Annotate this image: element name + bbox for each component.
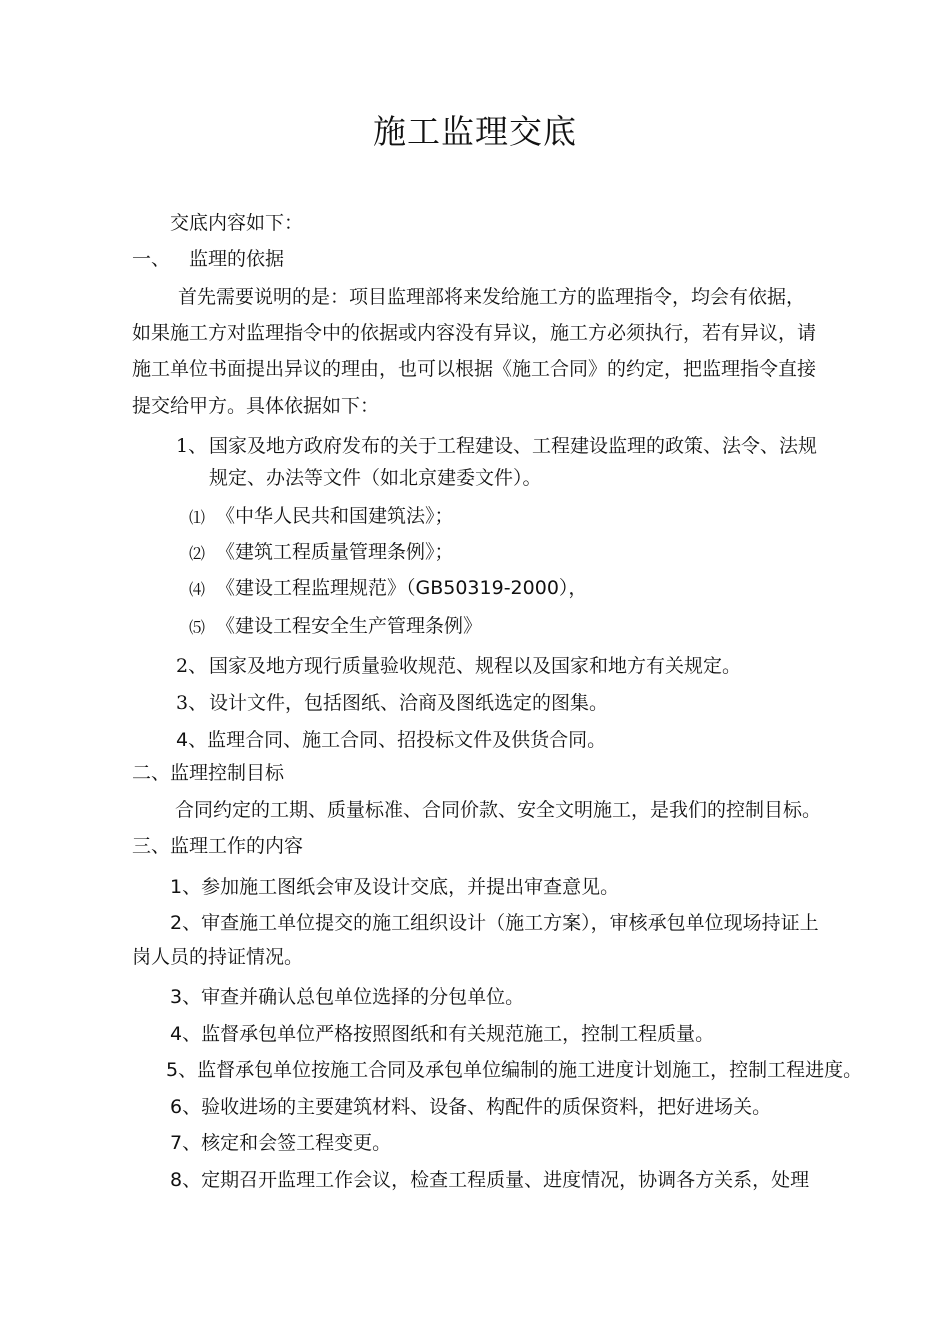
section3-item: 5、监督承包单位按施工合同及承包单位编制的施工进度计划施工，控制工程进度。	[166, 1059, 863, 1081]
section3-item: 4、监督承包单位严格按照图纸和有关规范施工，控制工程质量。	[170, 1023, 715, 1045]
document-title: 施工监理交底	[373, 112, 577, 151]
item1-marker: 1、	[176, 435, 208, 457]
section3-item: 7、核定和会签工程变更。	[170, 1132, 392, 1154]
section1-para-line: 施工单位书面提出异议的理由，也可以根据《施工合同》的约定，把监理指令直接	[132, 358, 817, 380]
section1-para-line: 如果施工方对监理指令中的依据或内容没有异议，施工方必须执行，若有异议，请	[132, 322, 817, 344]
section1-heading: 监理的依据	[189, 248, 285, 270]
subitem-marker: ⑷	[189, 580, 206, 599]
subitem-marker: ⑸	[189, 618, 206, 637]
section3-item: 8、定期召开监理工作会议，检查工程质量、进度情况，协调各方关系，处理	[170, 1169, 810, 1191]
section3-item: 1、参加施工图纸会审及设计交底，并提出审查意见。	[170, 876, 620, 898]
section1-para-line: 首先需要说明的是：项目监理部将来发给施工方的监理指令，均会有依据，	[178, 286, 806, 308]
section2-para: 合同约定的工期、质量标准、合同价款、安全文明施工，是我们的控制目标。	[175, 799, 822, 821]
intro-line: 交底内容如下：	[170, 212, 304, 234]
subitem-text: 《建筑工程质量管理条例》；	[216, 541, 454, 563]
item1-line1: 国家及地方政府发布的关于工程建设、工程建设监理的政策、法令、法规	[209, 435, 818, 457]
item3-marker: 3、	[176, 692, 208, 714]
section3-item: 6、验收进场的主要建筑材料、设备、构配件的质保资料，把好进场关。	[170, 1096, 772, 1118]
subitem-text: 《建设工程监理规范》（GB50319-2000），	[216, 577, 588, 599]
section3-heading: 三、监理工作的内容	[132, 835, 304, 857]
subitem-text: 《中华人民共和国建筑法》；	[216, 505, 454, 527]
subitem-marker: ⑵	[189, 544, 206, 563]
section3-item: 2、审查施工单位提交的施工组织设计（施工方案），审核承包单位现场持证上	[170, 912, 819, 934]
item2-text: 国家及地方现行质量验收规范、规程以及国家和地方有关规定。	[209, 655, 742, 677]
section1-para-line: 提交给甲方。具体依据如下：	[132, 395, 380, 417]
item1-line2: 规定、办法等文件（如北京建委文件）。	[209, 467, 542, 489]
subitem-marker: ⑴	[189, 508, 206, 527]
section3-item: 岗人员的持证情况。	[132, 946, 304, 968]
section2-heading: 二、监理控制目标	[132, 762, 285, 784]
section3-item: 3、审查并确认总包单位选择的分包单位。	[170, 986, 525, 1008]
section1-marker: 一、	[132, 248, 171, 270]
item2-marker: 2、	[176, 655, 208, 677]
subitem-text: 《建设工程安全生产管理条例》	[216, 615, 483, 637]
item4-line: 4、监理合同、施工合同、招投标文件及供货合同。	[176, 729, 607, 751]
item3-text: 设计文件，包括图纸、洽商及图纸选定的图集。	[209, 692, 609, 714]
